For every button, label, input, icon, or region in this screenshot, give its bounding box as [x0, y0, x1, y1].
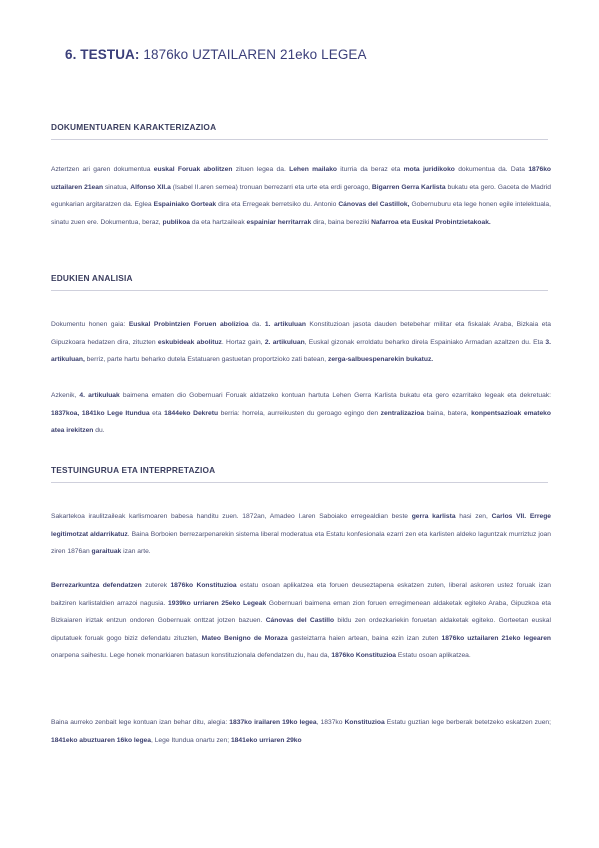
- emphasis-text: gerra karlista: [411, 513, 456, 520]
- body-text: da eta hartzaileak: [190, 218, 247, 226]
- body-text: baina, batera,: [424, 409, 472, 417]
- body-text: iturria da beraz eta: [337, 166, 404, 173]
- emphasis-text: Mateo Benigno de Moraza: [201, 634, 288, 642]
- emphasis-text: 2. artikuluan: [264, 338, 305, 346]
- body-text: . Hortaz gain,: [221, 338, 265, 346]
- body-text: Sakartekoa iraulitzaileak karlismoaren babesa handitu zuen. 1872an, Amadeo I.aren Saboiako erregealdian beste: [51, 513, 412, 520]
- emphasis-text: Espainiako Gorteak: [153, 201, 217, 209]
- body-text: da.: [248, 321, 265, 328]
- body-text: zituen legea da.: [232, 166, 290, 173]
- emphasis-text: eskubideak abolituz: [157, 338, 222, 346]
- body-text: zuterek: [141, 582, 171, 589]
- body-text: hasi zen,: [455, 513, 492, 520]
- body-text: . Baina Borboien berrezarpenarekin sistema liberal moderatua eta Estatu konfesionala ezarri zen eta karlisten aldeko laguntzak murriztuz joan ziren 1876an: [51, 530, 551, 556]
- paragraph: [51, 714, 551, 749]
- emphasis-text: Carlos VII. Errege legitimotzat aldarrikatuz: [51, 513, 552, 538]
- emphasis-text: konpentsazioak emateko atea irekitzen: [51, 409, 551, 435]
- body-text: sinatua,: [103, 183, 131, 191]
- body-text: Estatu guztian lege berberak betetzeko eskatzen zuen;: [384, 719, 552, 726]
- section-divider: [51, 290, 548, 291]
- body-text: , Euskal gizonak erroldatu beharko direla Espainiako Armadan azaltzen du. Eta: [304, 338, 546, 346]
- emphasis-text: 1841eko urriaren 29ko: [230, 736, 302, 744]
- emphasis-text: 3. artikuluan,: [51, 338, 551, 364]
- body-text: bildu zen ordezkariekin foruetan aldaketak egiteko. Gorteetan euskal diputatuek foruak gogo biziz defendatu zituzten,: [51, 617, 551, 642]
- emphasis-text: mota juridikoko: [403, 166, 455, 173]
- body-text: Gobernuburu eta lege honen egile intelektuala, sinatu zuen ere. Dokumentua, beraz,: [51, 201, 551, 226]
- section-heading-testuingurua-eta-interpretazioa: TESTUINGURUA ETA INTERPRETAZIOA: [51, 465, 216, 475]
- emphasis-text: 1876ko uztailaren 21ean: [51, 166, 551, 191]
- paragraph: [51, 387, 551, 440]
- body-text: onarpena saihestu. Lege honek monarkiaren batasun konstituzionala defendatzen du, hau da,: [51, 652, 332, 660]
- emphasis-text: 1837ko irailaren 19ko legea: [229, 719, 317, 726]
- emphasis-text: Berrezarkuntza defendatzen: [51, 582, 142, 589]
- body-text: estatu osoan aplikatzea eta foruen deuseztapena eskatzen zuten, liberal askoren ustez foruak izan baitziren karlistaldien arrazoi nagusia.: [51, 582, 551, 607]
- body-text: , 1837ko: [316, 719, 345, 726]
- emphasis-text: publikoa: [162, 218, 191, 226]
- body-text: Konstituzioan jasota dauden betebehar militar eta fiskalak Araba, Bizkaia eta Gipuzkoara hedatzen dira, zituzten: [51, 321, 551, 346]
- page-title: [65, 47, 367, 62]
- emphasis-text: 1841eko abuztuaren 16ko legea: [51, 736, 151, 744]
- emphasis-text: 1939ko urriaren 25eko Legeak: [168, 599, 267, 607]
- emphasis-text: 1876ko Konstituzioa: [170, 582, 237, 589]
- body-text: dokumentua da. Data: [454, 166, 529, 173]
- emphasis-text: 1. artikuluan: [264, 321, 306, 328]
- paragraph: [51, 508, 551, 561]
- title-prefix: 6. TESTUA:: [65, 47, 140, 62]
- emphasis-text: Alfonso XII.a: [130, 183, 171, 191]
- body-text: Estatu osoan aplikatzea.: [396, 652, 471, 660]
- body-text: , Lege Itundua onartu zen;: [151, 736, 231, 744]
- body-text: baimena ematen dio Gobernuari Foruak aldatzeko kontuan hartuta Lehen Gerra Karlista bukatu eta gero ezarritako legeak eta dekretuak:: [119, 392, 551, 399]
- section-divider: [51, 482, 548, 483]
- paragraph: [51, 577, 551, 665]
- emphasis-text: Lehen mailako: [289, 166, 338, 173]
- paragraph: [51, 316, 551, 369]
- body-text: gasteiztarra haien artean, baina ezin izan zuten: [287, 634, 442, 642]
- emphasis-text: garaituak: [91, 548, 122, 556]
- emphasis-text: Nafarroa eta Euskal Probintzietakoak.: [371, 218, 491, 226]
- emphasis-text: 1876ko uztailaren 21eko legearen: [441, 634, 551, 642]
- body-text: Aztertzen ari garen dokumentua: [51, 166, 154, 173]
- body-text: Baina aurreko zenbait lege kontuan izan behar ditu, alegia:: [51, 719, 230, 726]
- emphasis-text: Konstituzioa: [344, 719, 385, 726]
- section-heading-dokumentuaren-karakterizazioa: DOKUMENTUAREN KARAKTERIZAZIOA: [51, 122, 217, 132]
- section-divider: [51, 139, 548, 140]
- emphasis-text: Euskal Probintzien Foruen abolizioa: [128, 321, 249, 328]
- body-text: Dokumentu honen gaia:: [51, 321, 129, 328]
- emphasis-text: 1876ko Konstituzioa: [331, 652, 397, 660]
- emphasis-text: zerga-salbuespenarekin bukatuz.: [327, 356, 434, 364]
- emphasis-text: Cánovas del Castillok,: [338, 201, 410, 209]
- paragraph: [51, 161, 551, 231]
- emphasis-text: Cánovas del Castillo: [265, 617, 335, 625]
- emphasis-text: espainiar herritarrak: [246, 218, 312, 226]
- section-heading-edukien-analisia: EDUKIEN ANALISIA: [51, 273, 133, 283]
- emphasis-text: Bigarren Gerra Karlista: [371, 183, 446, 191]
- body-text: bukatu eta gero. Gaceta de Madrid egunkarian argitaratzen da. Eglea: [51, 183, 551, 209]
- emphasis-text: zentralizazioa: [380, 409, 425, 417]
- title-text: 1876ko UZTAILAREN 21eko LEGEA: [139, 47, 367, 62]
- body-text: berriz, parte hartu beharko dutela Estatuaren gastuetan proportzioko zati batean,: [84, 356, 328, 364]
- body-text: dira eta Erregeak berretsiko du. Antonio: [216, 201, 339, 209]
- emphasis-text: 1837koa, 1841ko Lege Itundua: [51, 409, 150, 417]
- body-text: dira, baina bereziki: [311, 218, 372, 226]
- body-text: berria: horrela, aurreikusten du geroago egingo den: [218, 409, 381, 417]
- emphasis-text: euskal Foruak abolitzen: [153, 166, 233, 173]
- body-text: (Isabel II.aren semea) tronuan berrezarri eta urte eta erdi geroago,: [170, 183, 372, 191]
- body-text: du.: [93, 427, 105, 435]
- emphasis-text: 1844eko Dekretu: [164, 409, 219, 417]
- body-text: Azkenik,: [51, 392, 80, 399]
- emphasis-text: 4. artikuluak: [79, 392, 120, 399]
- body-text: eta: [149, 409, 165, 417]
- body-text: Gobernuari baimena eman zion foruen erregimenean aldaketak egiteko Araba, Gipuzkoa eta Bizkaiaren iriztak entzun ondoren Gobernuak onttzat jotzen bazuen.: [51, 599, 551, 625]
- body-text: izan arte.: [121, 548, 151, 556]
